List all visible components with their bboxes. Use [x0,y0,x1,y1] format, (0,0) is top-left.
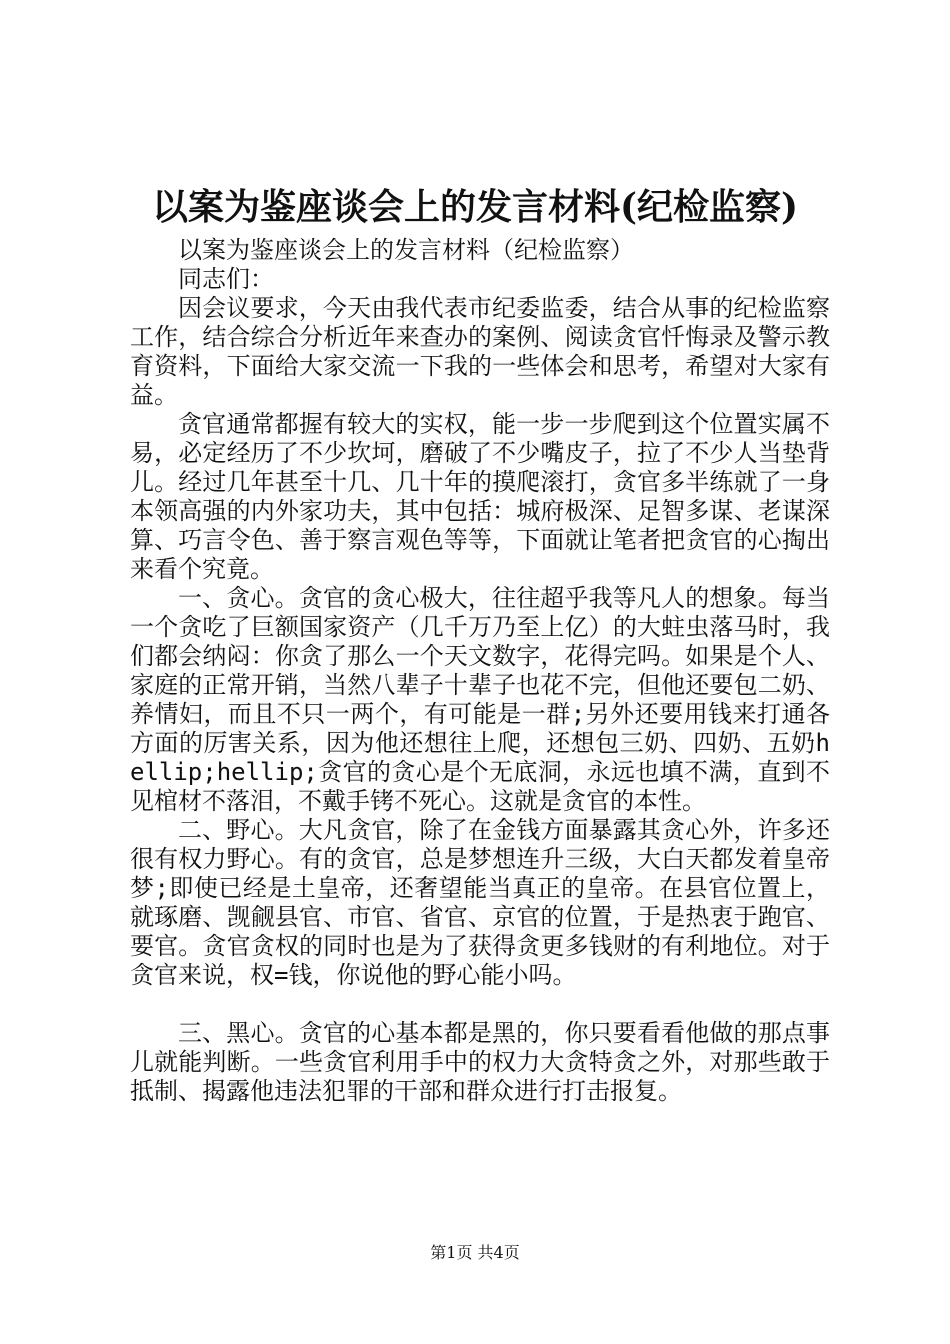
paragraph-background: 贪官通常都握有较大的实权，能一步一步爬到这个位置实属不易，必定经历了不少坎坷，磨破了不少嘴皮子，拉了不少人当垫背儿。经过几年甚至十几、几十年的摸爬滚打，贪官多半练就了一身本领高强的内外家功夫，其中包括：城府极深、足智多谋、老谋深算、巧言令色、善于察言观色等等，下面就让笔者把贪官的心掏出来看个究竟。 [130,410,830,583]
paragraph-subtitle: 以案为鉴座谈会上的发言材料（纪检监察） [178,236,634,264]
paragraph-black-heart: 三、黑心。贪官的心基本都是黑的，你只要看看他做的那点事儿就能判断。一些贪官利用手中的权力大贪特贪之外，对那些敢于抵制、揭露他违法犯罪的干部和群众进行打击报复。 [130,1019,830,1105]
document-title: 以案为鉴座谈会上的发言材料(纪检监察) [151,186,799,228]
paragraph-greed: 一、贪心。贪官的贪心极大，往往超乎我等凡人的想象。每当一个贪吃了巨额国家资产（几千万乃至上亿）的大蛀虫落马时，我们都会纳闷：你贪了那么一个天文数字，花得完吗。如果是个人、家庭的正常开销，当然八辈子十辈子也花不完，但他还要包二奶、养情妇，而且不只一两个，有可能是一群;另外还要用钱来打通各方面的厉害关系，因为他还想往上爬，还想包三奶、四奶、五奶hellip;hellip;贪官的贪心是个无底洞，永远也填不满，直到不见棺材不落泪，不戴手铐不死心。这就是贪官的本性。 [130,584,830,815]
paragraph-salutation: 同志们： [178,265,274,293]
page-footer: 第1页 共4页 [430,1243,520,1262]
paragraph-intro: 因会议要求，今天由我代表市纪委监委，结合从事的纪检监察工作，结合综合分析近年来查办的案例、阅读贪官忏悔录及警示教育资料，下面给大家交流一下我的一些体会和思考，希望对大家有益。 [130,294,830,409]
document-body [130,236,830,1106]
paragraph-ambition: 二、野心。大凡贪官，除了在金钱方面暴露其贪心外，许多还很有权力野心。有的贪官，总是梦想连升三级，大白天都发着皇帝梦;即使已经是土皇帝，还奢望能当真正的皇帝。在县官位置上，就琢磨、觊觎县官、市官、省官、京官的位置，于是热衷于跑官、要官。贪官贪权的同时也是为了获得贪更多钱财的有利地位。对于贪官来说，权=钱，你说他的野心能小吗。 [130,816,830,989]
